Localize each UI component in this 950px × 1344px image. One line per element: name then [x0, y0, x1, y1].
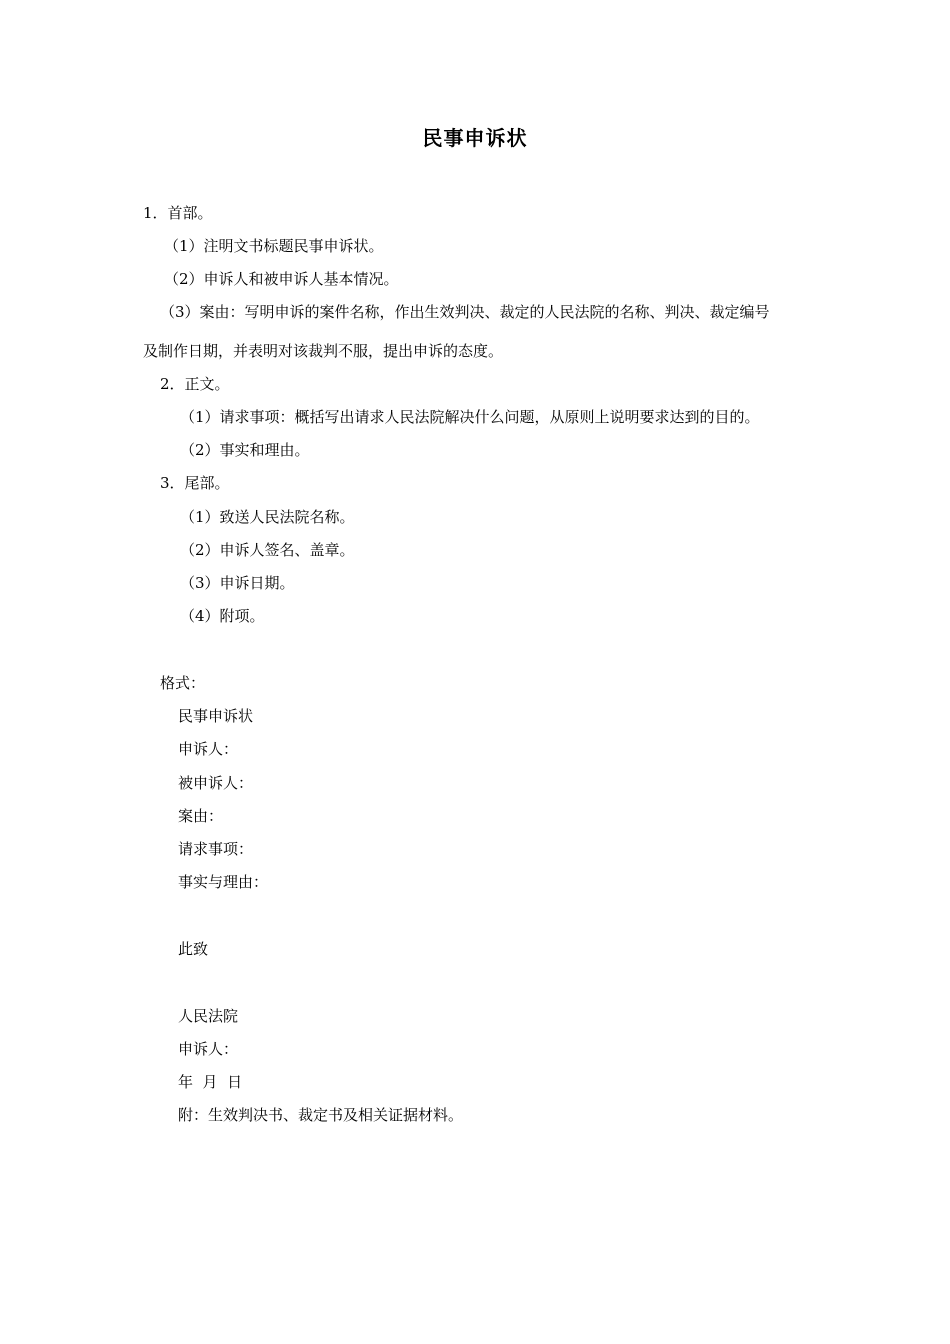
format-attachment: 附：生效判决书、裁定书及相关证据材料。	[178, 1106, 464, 1124]
format-court: 人民法院	[178, 1007, 239, 1025]
header-item-1: （1）注明文书标题民事申诉状。	[164, 237, 384, 255]
format-claims: 请求事项：	[178, 840, 254, 858]
format-appellant-sign: 申诉人：	[178, 1040, 239, 1058]
body-item-2: （2）事实和理由。	[180, 441, 310, 459]
section-heading-body: 2．正文。	[160, 375, 230, 393]
footer-item-3: （3）申诉日期。	[180, 574, 295, 592]
footer-item-2: （2）申诉人签名、盖章。	[180, 541, 355, 559]
footer-item-4: （4）附项。	[180, 607, 265, 625]
header-item-3-line-1: （3）案由：写明申诉的案件名称，作出生效判决、裁定的人民法院的名称、判决、裁定编号	[160, 303, 770, 321]
format-facts: 事实与理由：	[178, 873, 269, 891]
format-respondent: 被申诉人：	[178, 774, 254, 792]
body-item-1: （1）请求事项：概括写出请求人民法院解决什么问题，从原则上说明要求达到的目的。	[180, 408, 760, 426]
format-doc-title: 民事申诉状	[178, 707, 254, 725]
document-title: 民事申诉状	[422, 126, 528, 150]
footer-item-1: （1）致送人民法院名称。	[180, 508, 355, 526]
format-cause: 案由：	[178, 807, 224, 825]
format-date: 年 月 日	[178, 1073, 243, 1091]
section-heading-footer: 3．尾部。	[160, 474, 230, 492]
format-salutation: 此致	[178, 940, 209, 958]
header-item-3-line-2: 及制作日期，并表明对该裁判不服，提出申诉的态度。	[143, 342, 504, 360]
format-label: 格式：	[160, 674, 206, 692]
format-appellant: 申诉人：	[178, 740, 239, 758]
header-item-2: （2）申诉人和被申诉人基本情况。	[164, 270, 399, 288]
section-heading-header: 1．首部。	[143, 204, 213, 222]
